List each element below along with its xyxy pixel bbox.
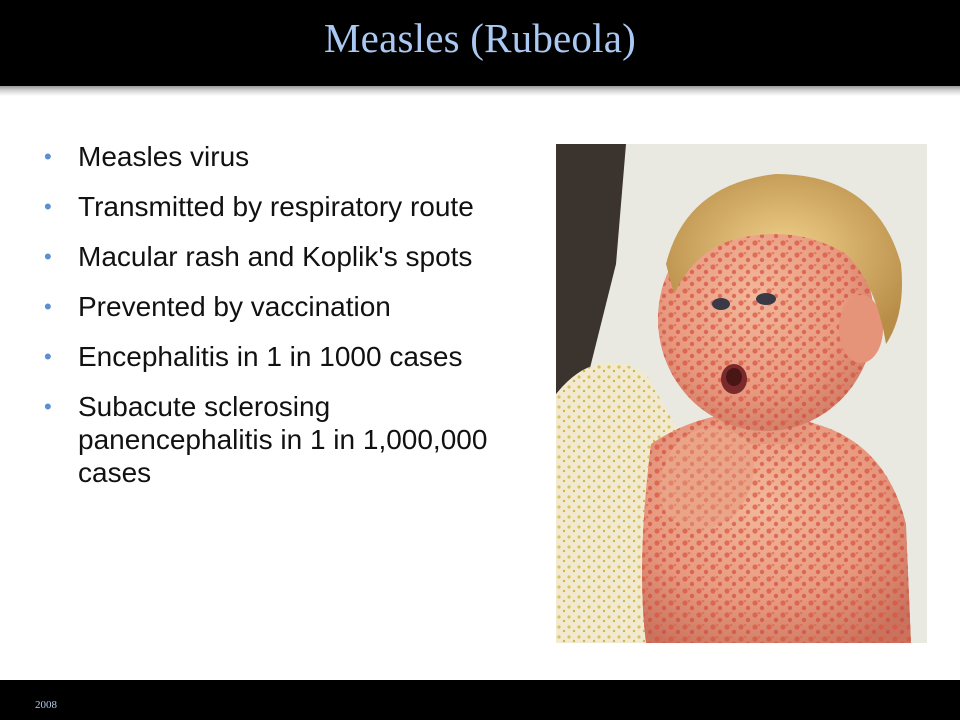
title-bar	[0, 0, 960, 86]
bullet-text: Macular rash and Koplik's spots	[78, 241, 473, 272]
bullet-item	[44, 240, 504, 273]
bullet-dot-icon: •	[44, 144, 52, 169]
title-shadow	[0, 86, 960, 96]
bullet-dot-icon: •	[44, 344, 52, 369]
bullet-dot-icon: •	[44, 244, 52, 269]
bullet-text: Subacute sclerosing panencephalitis in 1 in 1,000,000 cases	[78, 391, 488, 488]
footer-bar	[0, 680, 960, 720]
slide-title: Measles (Rubeola)	[324, 15, 636, 61]
bullet-item	[44, 290, 504, 323]
bullet-text: Measles virus	[78, 141, 250, 172]
bullet-item	[44, 340, 504, 373]
bullet-dot-icon: •	[44, 294, 52, 319]
footer-year: 2008	[35, 699, 57, 711]
photo-illustration	[556, 144, 927, 643]
bullet-item	[44, 190, 504, 223]
bullet-text: Encephalitis in 1 in 1000 cases	[78, 341, 463, 372]
bullet-dot-icon: •	[44, 394, 52, 419]
bullet-list	[44, 140, 504, 506]
bullet-text: Transmitted by respiratory route	[78, 191, 474, 222]
child-with-measles-rash-photo	[556, 144, 927, 643]
bullet-item	[44, 140, 504, 173]
bullet-text: Prevented by vaccination	[78, 291, 391, 322]
bullet-item	[44, 390, 504, 489]
bullet-dot-icon: •	[44, 194, 52, 219]
